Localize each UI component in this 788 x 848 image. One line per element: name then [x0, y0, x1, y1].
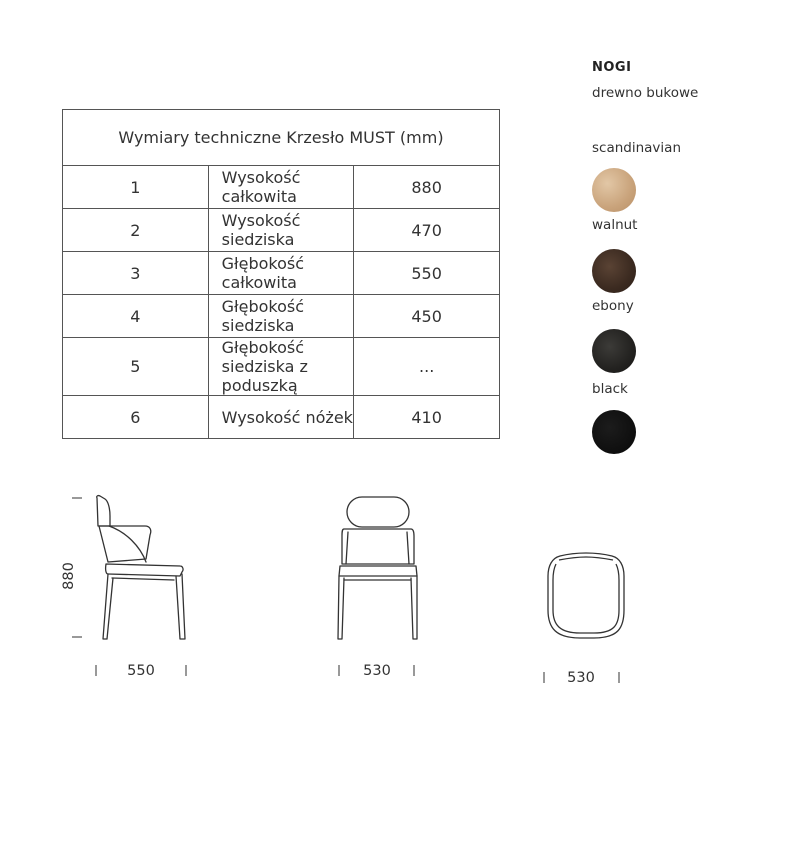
top-width-label: 530 — [567, 670, 595, 686]
top-view-drawing — [548, 553, 624, 638]
swatch-walnut[interactable] — [592, 249, 636, 293]
finish-label-walnut: walnut — [592, 217, 638, 233]
finish-label-black: black — [592, 381, 628, 397]
side-view-drawing — [97, 496, 185, 639]
row-value: ... — [354, 338, 500, 396]
table-row — [63, 166, 500, 209]
row-value: 410 — [354, 396, 500, 439]
table-row — [63, 295, 500, 338]
row-number: 1 — [63, 166, 209, 209]
front-width-label: 530 — [363, 663, 391, 679]
row-name: Głębokość całkowita — [208, 252, 354, 295]
row-name: Głębokość siedziska — [208, 295, 354, 338]
height-label: 880 — [61, 562, 77, 590]
row-name: Wysokość całkowita — [208, 166, 354, 209]
legs-panel — [592, 60, 782, 397]
swatch-ebony[interactable] — [592, 329, 636, 373]
dimensions-table — [62, 109, 500, 439]
row-number: 3 — [63, 252, 209, 295]
swatch-black[interactable] — [592, 410, 636, 454]
front-view-drawing — [338, 497, 417, 639]
side-width-label: 550 — [127, 663, 155, 679]
swatch-scandinavian[interactable] — [592, 168, 636, 212]
row-number: 5 — [63, 338, 209, 396]
table-title: Wymiary techniczne Krzesło MUST (mm) — [63, 110, 500, 166]
legs-title: NOGI — [592, 60, 632, 75]
table-row — [63, 396, 500, 439]
row-number: 4 — [63, 295, 209, 338]
row-number: 6 — [63, 396, 209, 439]
row-name: Głębokość siedziska z poduszką — [208, 338, 354, 396]
row-value: 470 — [354, 209, 500, 252]
row-name: Wysokość nóżek — [208, 396, 354, 439]
table-row — [63, 252, 500, 295]
finish-label-scandinavian: scandinavian — [592, 140, 682, 156]
row-value: 450 — [354, 295, 500, 338]
finish-label-ebony: ebony — [592, 298, 634, 314]
row-number: 2 — [63, 209, 209, 252]
row-value: 880 — [354, 166, 500, 209]
table-row — [63, 209, 500, 252]
chair-drawings — [0, 480, 788, 710]
legs-material: drewno bukowe — [592, 85, 699, 101]
row-name: Wysokość siedziska — [208, 209, 354, 252]
table-row — [63, 338, 500, 396]
row-value: 550 — [354, 252, 500, 295]
table-header-row — [63, 110, 500, 166]
